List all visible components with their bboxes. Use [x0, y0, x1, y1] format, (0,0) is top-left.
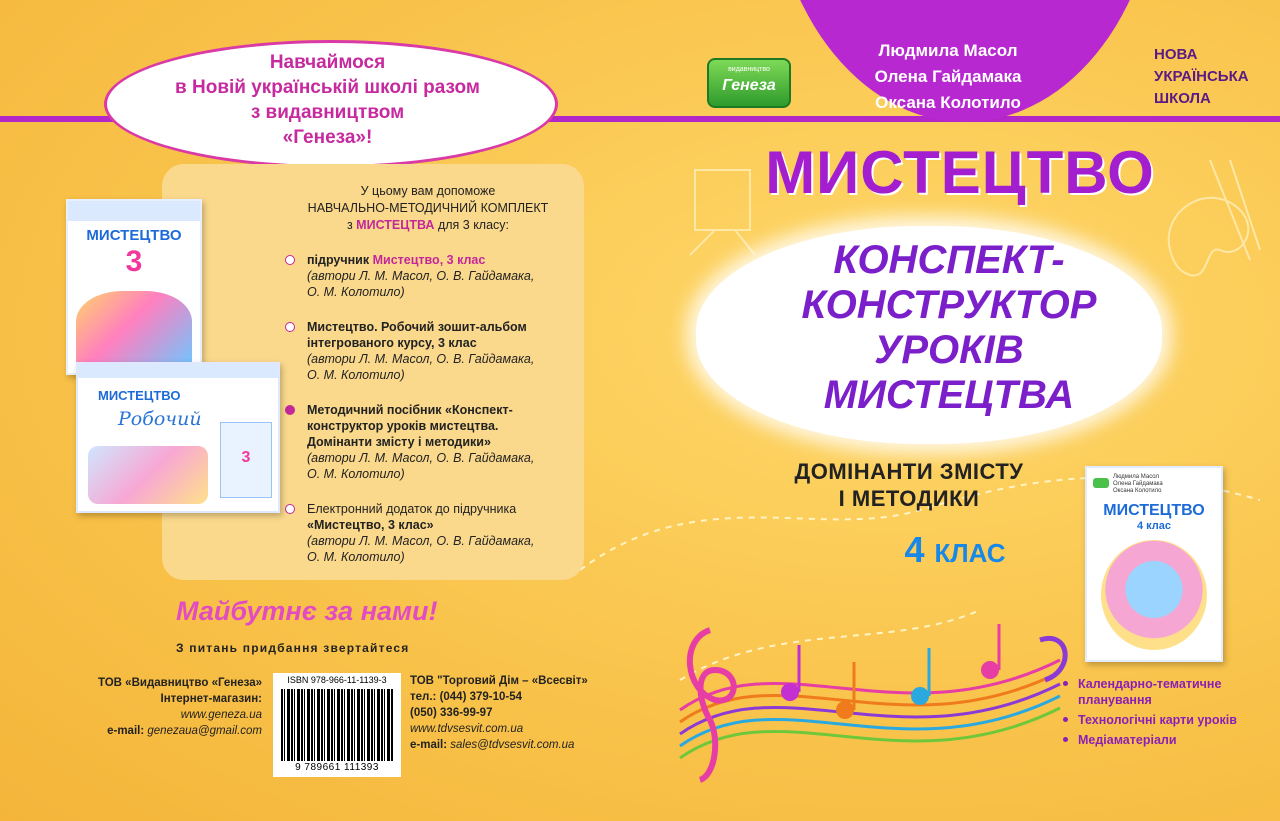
purchase-note: З питань придбання звертайтеся — [176, 641, 410, 655]
slogan-line: «Генеза»! — [282, 127, 373, 148]
email-label: e-mail: — [410, 739, 448, 751]
publisher-contacts — [92, 675, 262, 739]
series-line: ШКОЛА — [1154, 90, 1211, 107]
item-authors: (автори Л. М. Масол, О. В. Гайдамака, — [307, 269, 535, 283]
bullet-icon — [285, 322, 295, 332]
item-authors: (автори Л. М. Масол, О. В. Гайдамака, — [307, 451, 535, 465]
intro-text: з — [346, 218, 357, 232]
cover-grade: 3 — [125, 245, 143, 278]
item-authors: О. М. Колотило) — [307, 368, 405, 382]
item-title: Домінанти змісту і методики» — [307, 435, 491, 449]
cover-authors — [1113, 474, 1163, 495]
dominants-subtitle — [754, 458, 1064, 512]
item-title: «Мистецтво, 3 клас» — [307, 518, 434, 532]
bullet-icon — [285, 255, 295, 265]
kit-item-workbook — [307, 319, 582, 383]
item-title-highlight: Мистецтво, 3 клас — [372, 253, 486, 267]
distributor-email: sales@tdvsesvit.com.ua — [450, 739, 575, 751]
cover-title: МИСТЕЦТВО — [98, 388, 181, 403]
series-line: НОВА — [1154, 46, 1198, 63]
distributor-contacts — [410, 673, 590, 753]
cover-illustration — [1101, 540, 1207, 650]
kit-item-e-supplement — [307, 501, 582, 565]
series-line: УКРАЇНСЬКА — [1154, 68, 1249, 85]
slogan-line: Навчаймося — [269, 52, 386, 73]
cover-author: Олена Гайдамака — [1113, 481, 1163, 487]
item-title: підручник — [307, 253, 373, 267]
distributor-phone: (044) 379-10-54 — [439, 691, 523, 703]
bullet-icon — [285, 504, 295, 514]
isbn-text: ISBN 978-966-11-1139-3 — [287, 675, 387, 685]
textbook-cover-image — [66, 199, 202, 375]
tel-label: тел.: — [410, 691, 437, 703]
subtitle-line: КОНСПЕКТ- — [833, 238, 1065, 282]
author-name: Олена Гайдамака — [874, 67, 1022, 86]
logo-name: Генеза — [722, 77, 776, 94]
barcode-bars — [281, 689, 393, 761]
cover-header-bar — [78, 364, 278, 378]
kit-item-textbook — [307, 252, 582, 300]
distributor-name: ТОВ "Торговий Дім – «Всесвіт» — [410, 675, 588, 687]
shop-label: Інтернет-магазин: — [160, 693, 262, 705]
publisher-website: www.geneza.ua — [180, 709, 262, 721]
feature-item — [1078, 732, 1268, 748]
slogan-line: з видавництвом — [250, 102, 405, 123]
intro-line: У цьому вам допоможе — [360, 184, 496, 198]
workbook-cover-image — [76, 362, 280, 513]
authors — [838, 38, 1058, 116]
kit-intro — [278, 183, 578, 234]
cover-title: МИСТЕЦТВО — [1103, 502, 1205, 519]
publisher-email: genezaua@gmail.com — [147, 725, 262, 737]
subtitle-line: КОНСТРУКТОР — [801, 283, 1097, 327]
music-notes-illustration — [660, 600, 1080, 800]
mini-cover — [220, 422, 272, 498]
cover-title: МИСТЕЦТВО — [765, 139, 1155, 206]
grade4-textbook-cover-image — [1085, 466, 1223, 662]
feature-item — [1078, 712, 1268, 728]
slogan — [130, 50, 525, 150]
subtitle-line: УРОКІВ — [874, 328, 1024, 372]
author-name: Людмила Масол — [878, 41, 1018, 60]
item-title: інтегрованого курсу, 3 клас — [307, 336, 477, 350]
book-subtitle — [736, 238, 1162, 418]
cover-illustration — [88, 446, 208, 504]
author-name: Оксана Колотило — [875, 93, 1021, 112]
intro-subject: МИСТЕЦТВА — [356, 218, 435, 232]
mini-cover-grade: 3 — [241, 449, 251, 466]
features-list — [1078, 676, 1268, 752]
item-authors: (автори Л. М. Масол, О. В. Гайдамака, — [307, 534, 535, 548]
item-authors: О. М. Колотило) — [307, 550, 405, 564]
grade-word: КЛАС — [934, 538, 1006, 568]
dominants-line: І МЕТОДИКИ — [838, 486, 980, 511]
item-authors: О. М. Колотило) — [307, 467, 405, 481]
cover-author: Людмила Масол — [1113, 474, 1159, 480]
logo-small-text: видавництво — [728, 66, 770, 73]
item-title: конструктор уроків мистецтва. — [307, 419, 499, 433]
intro-line: НАВЧАЛЬНО-МЕТОДИЧНИЙ КОМПЛЕКТ — [307, 201, 549, 215]
distributor-website: www.tdvsesvit.com.ua — [410, 723, 524, 735]
item-title: Електронний додаток до підручника — [307, 502, 517, 516]
cover-title: МИСТЕЦТВО — [86, 227, 182, 244]
publisher-name: ТОВ «Видавництво «Генеза» — [98, 677, 262, 689]
series-label — [1154, 44, 1249, 110]
grade-number: 4 — [904, 529, 925, 570]
cover-header-bar — [68, 201, 200, 221]
isbn-barcode — [273, 673, 401, 777]
email-label: e-mail: — [107, 725, 145, 737]
subtitle-line: МИСТЕЦТВА — [823, 373, 1075, 417]
slogan-line: в Новій українській школі разом — [175, 77, 480, 98]
cover-grade: 4 клас — [1136, 520, 1172, 532]
cover-illustration — [76, 291, 192, 367]
cover-subtitle: Робочий — [118, 408, 202, 430]
item-title: Мистецтво. Робочий зошит-альбом — [307, 320, 527, 334]
item-title: Методичний посібник «Конспект- — [307, 403, 513, 417]
feature-text: Календарно-тематичне планування — [1078, 677, 1222, 707]
feature-text: Технологічні карти уроків — [1078, 713, 1237, 727]
barcode-number: 9 789661 111393 — [295, 762, 379, 773]
kit-item-manual — [307, 402, 582, 482]
grade-label — [870, 529, 1040, 571]
cover-author: Оксана Колотило — [1113, 488, 1162, 494]
feature-item — [1078, 676, 1268, 708]
feature-text: Медіаматеріали — [1078, 733, 1177, 747]
mini-logo-icon — [1093, 478, 1109, 488]
intro-text: для 3 класу: — [434, 218, 510, 232]
intro-line — [278, 217, 578, 234]
dominants-line: ДОМІНАНТИ ЗМІСТУ — [794, 459, 1024, 484]
publisher-logo — [707, 58, 791, 108]
bullet-icon — [285, 405, 295, 415]
item-authors: О. М. Колотило) — [307, 285, 405, 299]
item-authors: (автори Л. М. Масол, О. В. Гайдамака, — [307, 352, 535, 366]
distributor-phone: (050) 336-99-97 — [410, 707, 493, 719]
motto: Майбутнє за нами! — [176, 596, 438, 626]
